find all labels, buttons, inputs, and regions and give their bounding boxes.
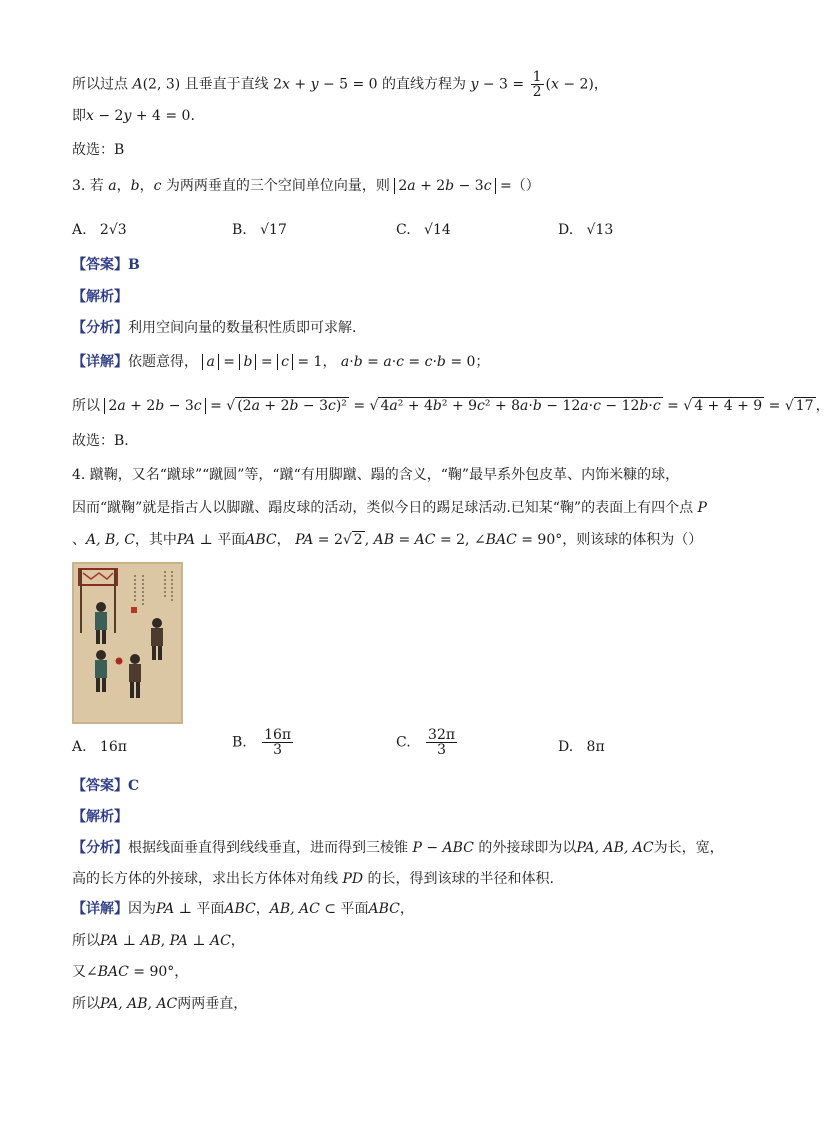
answer: 【答案】C (72, 778, 140, 794)
text-line: 即x − 2y + 4 = 0. (72, 108, 195, 124)
analysis-heading: 【解析】 (72, 289, 128, 305)
question-4-stem: 、A, B, C，其中PA ⊥ 平面ABC， PA = 2√ 2 , AB = AC = 2, ∠BAC = 90°，则该球的体积为（） (72, 532, 703, 548)
text: 所以过点 (72, 76, 128, 93)
detail-text: 又∠BAC = 90°， (72, 964, 189, 980)
text-line: 所以过点 A(2, 3) 且垂直于直线 2x + y − 5 = 0 的直线方程为 y − 3 = $\frac{1}{2}$ (x − 2)， (72, 69, 608, 100)
text: 为两两垂直的三个空间单位向量，则 (165, 178, 390, 194)
text: =（） (499, 178, 540, 194)
analysis-text: 【分析】根据线面垂直得到线线垂直，进而得到三棱锥 P − ABC 的外接球即为以PA, AB, AC为长，宽， (72, 840, 724, 856)
painting-illustration (73, 563, 182, 723)
detail-text: 所以PA, AB, AC两两垂直， (72, 996, 248, 1012)
option-b: B. √17 (232, 222, 287, 238)
analysis-text: 【分析】利用空间向量的数量积性质即可求解. (72, 320, 357, 336)
question-3-stem: 3. 若 a，b，c 为两两垂直的三个空间单位向量，则 2a + 2b − 3c =（） (72, 178, 540, 194)
text: 3. 若 (72, 178, 104, 194)
math: 2x + y − 5 = 0 (273, 76, 378, 93)
question-4-stem: 4. 蹴鞠，又名“蹴球”“蹴圆”等，“蹴“有用脚蹴、蹋的含义，“鞠”最早系外包皮革、内饰米糠的球， (72, 467, 680, 483)
text-line: 故选：B. (72, 433, 129, 449)
analysis-text: 高的长方体的外接球，求出长方体体对角线 PD 的长，得到该球的半径和体积. (72, 871, 554, 887)
detail-text: 【详解】依题意得， a = b = c = 1， a·b = a·c = c·b = 0； (72, 354, 490, 370)
option-b: B. $\frac{16\pi}{3}$ (232, 727, 292, 758)
text: 即 (72, 108, 86, 124)
cuju-painting-image (73, 563, 182, 723)
option-d: D. 8π (558, 739, 605, 755)
text: 且垂直于直线 (184, 76, 269, 93)
analysis-heading: 【解析】 (72, 809, 128, 825)
question-4-stem: 因而“蹴鞠”就是指古人以脚蹴、蹋皮球的活动，类似今日的踢足球活动.已知某“鞠”的表面上有四个点 P (72, 500, 707, 516)
answer: 【答案】B (72, 257, 140, 273)
option-a: A. 16π (72, 739, 127, 755)
math: A (132, 76, 143, 93)
option-c: C. $\frac{32\pi}{3}$ (396, 727, 456, 758)
option-d: D. √13 (558, 222, 614, 238)
text-line: 故选：B (72, 142, 125, 158)
fraction: $\frac{1}{2}$ (532, 69, 542, 100)
option-a: A. 2√3 (72, 222, 127, 238)
text: 的直线方程为 (382, 76, 467, 93)
vector-norm: 2a + 2b − 3c (394, 178, 495, 194)
detail-text: 【详解】因为PA ⊥ 平面ABC，AB, AC ⊂ 平面ABC， (72, 901, 414, 917)
detail-text: 所以 2a + 2b − 3c = √ (2a + 2b − 3c)² = √ 4a² + 4b² + 9c² + 8a·b − 12a·c − 12b·c = √ 4 + 4 + 9 = √ 17 ， (72, 398, 830, 414)
option-c: C. √14 (396, 222, 451, 238)
detail-text: 所以PA ⊥ AB, PA ⊥ AC， (72, 933, 245, 949)
